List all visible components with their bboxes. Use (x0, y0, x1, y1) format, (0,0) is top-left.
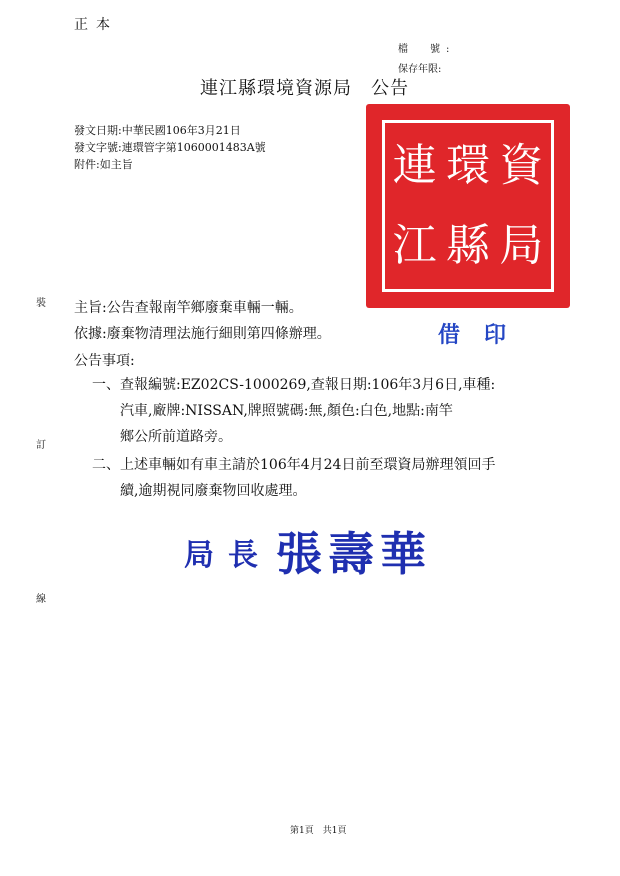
signature-title: 局長 (184, 538, 272, 573)
seal-char: 局 (499, 220, 544, 271)
seal-char: 連 (392, 140, 437, 191)
seal-char: 縣 (445, 220, 490, 271)
item-number: 一、 (92, 377, 120, 393)
item-line: 汽車,廠牌:NISSAN,牌照號碼:無,顏色:白色,地點:南竿 (120, 403, 453, 419)
seal-characters (388, 126, 548, 286)
item-line: 查報編號:EZ02CS-1000269,查報日期:106年3月6日,車種: (120, 377, 496, 393)
binding-mark-staple: 訂 (36, 440, 46, 451)
item-line: 續,逾期視同廢棄物回收處理。 (120, 483, 307, 499)
document-title: 連江縣環境資源局 公告 (200, 78, 409, 99)
page-footer: 第1頁 共1頁 (290, 826, 347, 836)
seal-char: 資 (499, 140, 544, 191)
notice-heading: 公告事項: (74, 353, 135, 369)
basis-line: 依據:廢棄物清理法施行細則第四條辦理。 (74, 326, 331, 342)
issue-number: 發文字號:連環管字第1060001483A號 (74, 141, 266, 154)
archive-number-label: 檔 號: (398, 44, 456, 55)
seal-char: 環 (445, 140, 490, 191)
item-line: 上述車輛如有車主請於106年4月24日前至環資局辦理領回手 (120, 457, 496, 473)
issue-date: 發文日期:中華民國106年3月21日 (74, 124, 241, 137)
signature-name: 張壽華 (276, 527, 432, 581)
official-seal (366, 104, 570, 308)
item-line: 鄉公所前道路旁。 (120, 429, 232, 445)
subject-line: 主旨:公告查報南竿鄉廢棄車輛一輛。 (74, 300, 303, 316)
seal-char: 江 (392, 220, 437, 271)
binding-mark-line: 線 (36, 594, 46, 605)
retention-period-label: 保存年限: (398, 64, 442, 75)
attachment: 附件:如主旨 (74, 158, 133, 171)
binding-mark-bind: 裝 (36, 298, 46, 309)
item-number: 二、 (92, 457, 120, 473)
copy-label: 正本 (74, 17, 118, 33)
borrow-stamp: 借印 (438, 322, 531, 348)
